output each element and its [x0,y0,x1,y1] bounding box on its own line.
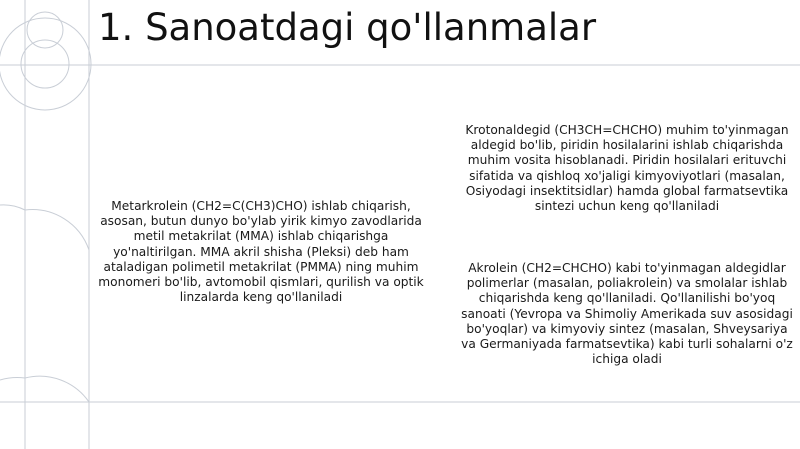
crotonaldehyde-paragraph: Krotonaldegid (CH3CH=CHCHO) muhim to'yinmagan aldegid bo'lib, piridin hosilalarini ishlab chiqarishda muhim vosita hisoblanadi. Piridin hosilalari erituvchi sifatida va qishloq xo'jaligi kimyoviyotlari (masalan, Osiyodagi insektitsidlar) hamda global farmatsevtika sintezi uchun keng qo'llaniladi [465,123,789,214]
slide-title: 1. Sanoatdagi qo'llanmalar [98,6,597,49]
deco-circle-outer [0,18,91,110]
methacrolein-paragraph: Metarkrolein (CH2=C(CH3)CHO) ishlab chiqarish, asosan, butun dunyo bo'ylab yirik kimyo zavodlarida metil metakrilat (MMA) ishlab chiqarishga yo'naltirilgan. MMA akril shisha (Pleksi) deb ham ataladigan polimetil metakrilat (PMMA) ning muhim monomeri bo'lib, avtomobil qismlari, qurilish va optik linzalarda keng qo'llaniladi [98,199,424,305]
deco-circle-small [27,12,63,48]
acrolein-paragraph: Akrolein (CH2=CHCHO) kabi to'yinmagan aldegidlar polimerlar (masalan, poliakrolein) va smolalar ishlab chiqarishda keng qo'llaniladi. Qo'llanilishi bo'yoq sanoati (Yevropa va Shimoliy Amerikada suv asosidagi bo'yoqlar) va kimyoviy sintez (masalan, Shveysariya va Germaniyada farmatsevtika) kabi turli sohalarni o'z ichiga oladi [461,261,793,367]
deco-arc-left [0,205,25,210]
deco-circle-medium [21,40,69,88]
deco-arc-bottom [0,377,25,380]
deco-arc-left-2 [25,210,89,250]
deco-arc-bottom-2 [25,376,89,402]
